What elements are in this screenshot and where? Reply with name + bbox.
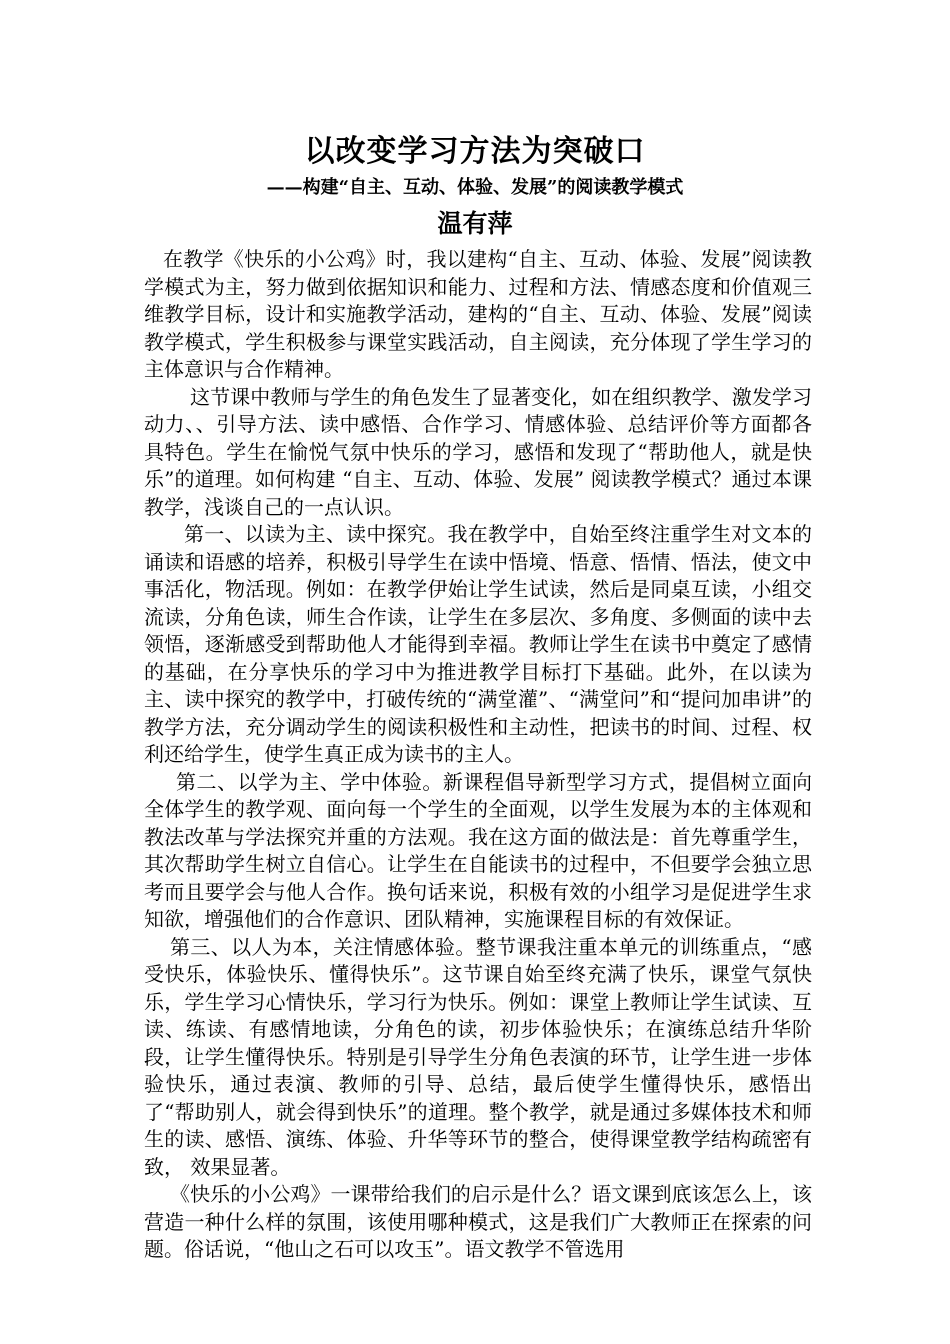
paragraph-role-change: 这节课中教师与学生的角色发生了显著变化，如在组织教学、激发学习动力、、引导方法、读中感悟、合作学习、情感体验、总结评价等方面都各具特色。学生在愉悦气氛中快乐的学习，感悟和发现了“帮助他人，就是快乐”的道理。如何构建 “自主、互动、体验、发展” 阅读教学模式？通过本课教学，浅谈自己的一点认识。 [144,384,812,519]
paragraph-conclusion: 《快乐的小公鸡》一课带给我们的启示是什么？语文课到底该怎么上，该营造一种什么样的氛围，该使用哪种模式，这是我们广大教师正在探索的问题。俗话说，“他山之石可以攻玉”。语文教学不管选用 [144,1182,812,1261]
article-body [144,246,812,1264]
paragraph-intro: 在教学《快乐的小公鸡》时，我以建构“自主、互动、体验、发展”阅读教学模式为主，努力做到依据知识和能力、过程和方法、情感态度和价值观三维教学目标，设计和实施教学活动，建构的“自主、互动、体验、发展”阅读教学模式，学生积极参与课堂实践活动，自主阅读，充分体现了学生学习的主体意识与合作精神。 [144,247,812,381]
paragraph-second-point: 第二、以学为主、学中体验。新课程倡导新型学习方式，提倡树立面向全体学生的教学观、面向每一个学生的全面观，以学生发展为本的主体观和教法改革与学法探究并重的方法观。我在这方面的做法是：首先尊重学生，其次帮助学生树立自信心。让学生在自能读书的过程中，不但要学会独立思考而且要学会与他人合作。换句话来说，积极有效的小组学习是促进学生求知欲，增强他们的合作意识、团队精神，实施课程目标的有效保证。 [144,769,812,931]
document-title: 以改变学习方法为突破口 [304,134,646,169]
document-subtitle: ——构建“自主、互动、体验、发展”的阅读教学模式 [266,177,684,198]
author-name: 温有萍 [437,209,513,238]
paragraph-first-point: 第一、以读为主、读中探究。我在教学中，自始至终注重学生对文本的诵读和语感的培养，积极引导学生在读中悟境、悟意、悟情、悟法，使文中事活化，物活现。例如：在教学伊始让学生试读，然后是同桌互读，小组交流读，分角色读，师生合作读，让学生在多层次、多角度、多侧面的读中去领悟，逐渐感受到帮助他人才能得到幸福。教师让学生在读书中奠定了感情的基础，在分享快乐的学习中为推进教学目标打下基础。此外，在以读为主、读中探究的教学中，打破传统的“满堂灌”、“满堂问”和“提问加串讲”的教学方法，充分调动学生的阅读积极性和主动性，把读书的时间、过程、权利还给学生，使学生真正成为读书的主人。 [144,522,812,766]
paragraph-third-point: 第三、以人为本，关注情感体验。整节课我注重本单元的训练重点，“感受快乐，体验快乐、懂得快乐”。这节课自始至终充满了快乐，课堂气氛快乐，学生学习心情快乐，学习行为快乐。例如：课堂上教师让学生试读、互读、练读、有感情地读，分角色的读，初步体验快乐；在演练总结升华阶段，让学生懂得快乐。特别是引导学生分角色表演的环节，让学生进一步体验快乐，通过表演、教师的引导、总结，最后使学生懂得快乐，感悟出了“帮助别人，就会得到快乐”的道理。整个教学，就是通过多媒体技术和师生的读、感悟、演练、体验、升华等环节的整合，使得课堂教学结构疏密有致， 效果显著。 [144,934,812,1179]
